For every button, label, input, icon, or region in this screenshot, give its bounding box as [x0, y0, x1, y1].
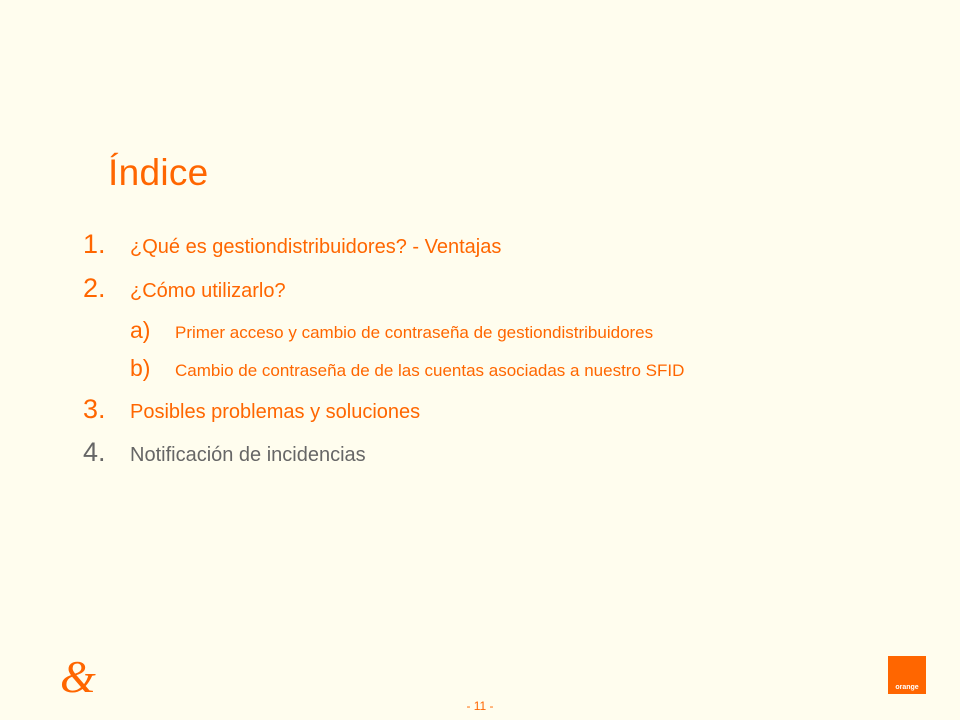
list-item-1	[83, 229, 501, 260]
orange-logo-icon	[888, 656, 926, 694]
list-item-number: 1.	[83, 229, 106, 259]
ampersand-logo-icon: &	[60, 651, 96, 702]
list-item-2	[83, 273, 286, 304]
sub-item-letter: b)	[130, 355, 151, 381]
list-item-3	[83, 394, 420, 425]
list-item-text: Notificación de incidencias	[130, 444, 366, 466]
sub-item-a	[130, 317, 653, 344]
logo-text: orange	[895, 684, 919, 691]
sub-item-text: Cambio de contraseña de de las cuentas asociadas a nuestro SFID	[175, 361, 685, 380]
list-item-text: Posibles problemas y soluciones	[130, 401, 421, 423]
list-item-text: ¿Qué es gestiondistribuidores? - Ventajas	[130, 236, 502, 258]
page-title: Índice	[108, 152, 209, 193]
list-item-number: 3.	[83, 394, 106, 424]
sub-item-letter: a)	[130, 317, 151, 343]
list-item-number: 2.	[83, 273, 106, 303]
sub-item-text: Primer acceso y cambio de contraseña de gestiondistribuidores	[175, 323, 654, 342]
list-item-number: 4.	[83, 437, 106, 467]
page-number: - 11 -	[466, 699, 494, 713]
list-item-text: ¿Cómo utilizarlo?	[130, 280, 286, 302]
list-item-4	[83, 437, 366, 468]
sub-item-b	[130, 355, 684, 382]
